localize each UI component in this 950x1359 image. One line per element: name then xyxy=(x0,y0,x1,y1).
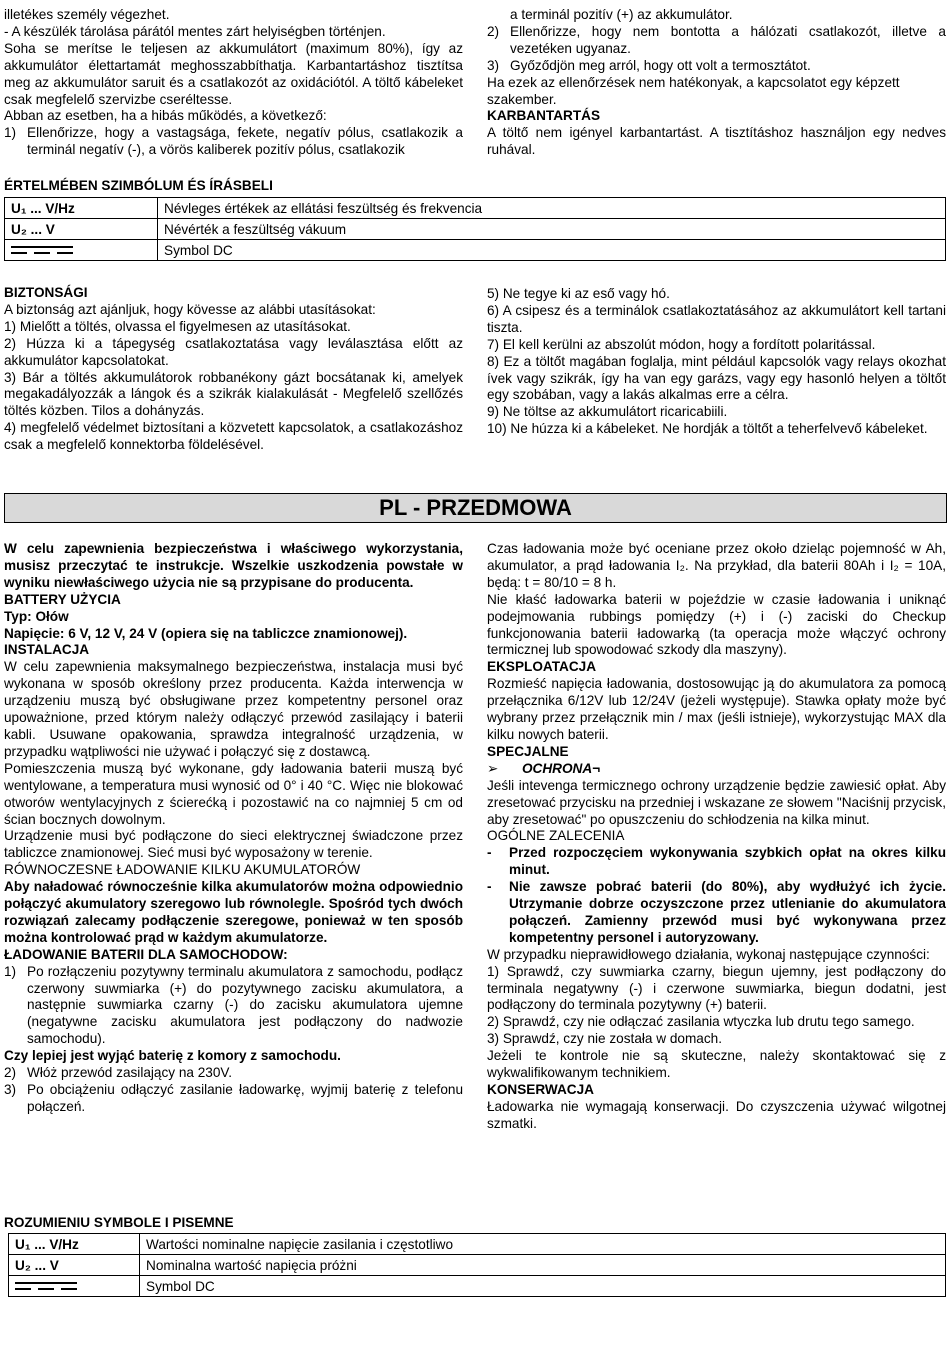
table-row xyxy=(9,1234,946,1255)
list-text: Po obciążeniu odłączyć zasilanie ładowarkę, wyjmij baterię z telefonu połączeń. xyxy=(27,1082,463,1114)
paragraph: Soha se merítse le teljesen az akkumulátort (maximum 80%), így az akkumulátor élettartamát meghosszabbíthatja. Karbantartáshoz tisztítsa meg az akkumulátor saruit és a csatlakozót az oxidációtól. A töltő kábeleket csak megfelelő szervizbe cseréltesse. xyxy=(4,40,463,107)
symbol-value: Nominalna wartość napięcia próżni xyxy=(140,1255,946,1276)
hu-right-top-column xyxy=(487,7,946,159)
table-row xyxy=(5,198,946,219)
hu-safety-right-column xyxy=(487,286,946,438)
symbol-value: Wartości nominalne napięcie zasilania i częstotliwo xyxy=(140,1234,946,1255)
paragraph: Nie kłaść ładowarka baterii w pojeździe w czasie ładowania i uniknąć podejmowania rubbings pomiędzy (+) i (-) zaciski do Checkup funkcjonowania baterii ładowarką (ta operacja może włączyć ochrony termicznej lub spowodować szkody dla maszyny). xyxy=(487,591,946,658)
paragraph: 6) A csipesz és a terminálok csatlakoztatásához az akkumulátort kell tartani tiszta. xyxy=(487,302,946,335)
paragraph: 1) Sprawdź, czy suwmiarka czarny, biegun ujemny, jest podłączony do terminala negatywny (-) i czerwone suwmiarka, biegun dodatni, jest podłączony do terminala pozytywny (+) baterii. xyxy=(487,963,946,1013)
list-text: Ellenőrizze, hogy nem bontotta a hálózati csatlakozót, illetve a vezetéken ugyanaz. xyxy=(510,23,946,56)
symbol-value: Névérték a feszültség vákuum xyxy=(158,219,946,240)
list-item xyxy=(487,845,946,879)
pl-right-column xyxy=(487,541,946,1133)
pl-symbol-title: ROZUMIENIU SYMBOLE I PISEMNE xyxy=(4,1215,234,1230)
paragraph: - A készülék tárolása párától mentes zárt helyiségben történjen. xyxy=(4,23,386,39)
section-title: BATTERY UŻYCIA xyxy=(4,591,121,607)
paragraph: 4) megfelelő védelmet biztosítani a közvetett kapcsolatok, a csatlakozáshoz csak a megfelelő konnektorba földelésével. xyxy=(4,420,463,453)
paragraph: Aby naładować równocześnie kilka akumulatorów można odpowiednio połączyć akumulatory szeregowo lub równolegle. Spośród tych dwóch rozwiązań zalecamy podłączenie szeregowe, ponieważ w ten sposób można kontrolować prąd w każdym akumulatorze. xyxy=(4,879,463,945)
dc-symbol-icon xyxy=(11,245,73,255)
list-number: 3) xyxy=(487,57,500,73)
paragraph: Ha ezek az ellenőrzések nem hatékonyak, a kapcsolatot egy képzett szakember. xyxy=(487,74,900,107)
list-number: 1) xyxy=(4,125,17,141)
section-title: SPECJALNE xyxy=(487,743,569,759)
list-item xyxy=(4,125,463,159)
paragraph: 5) Ne tegye ki az eső vagy hó. xyxy=(487,286,670,301)
symbol-value: Symbol DC xyxy=(158,240,946,261)
list-item xyxy=(487,879,946,947)
section-title: BIZTONSÁGI xyxy=(4,285,88,300)
paragraph: a terminál pozitív (+) az akkumulátor. xyxy=(510,7,733,22)
paragraph: 9) Ne töltse az akkumulátort ricaricabiili. xyxy=(487,404,728,420)
list-text: Przed rozpoczęciem wykonywania szybkich opłat na okres kilku minut. xyxy=(509,845,946,878)
list-dash: - xyxy=(487,879,492,895)
list-number: 1) xyxy=(4,963,17,979)
intro-paragraph: W celu zapewnienia bezpieczeństwa i właściwego wykorzystania, musisz przeczytać te instrukcje. Wszelkie uszkodzenia powstałe w wyniku niewłaściwego użycia nie są przypisane do producenta. xyxy=(4,541,463,590)
paragraph: 3) Sprawdź, czy nie została w domach. xyxy=(487,1031,722,1047)
list-item xyxy=(4,1065,463,1082)
paragraph: Ładowarka nie wymagają konserwacji. Do czyszczenia używać wilgotnej szmatki. xyxy=(487,1098,946,1131)
paragraph: Czas ładowania może być oceniane przez około dzieląc pojemność w Ah, akumulator, a prąd ładowania I₂. Na przykład, dla baterii 80Ah i I₂ = 10A, będą: t = 80/10 = 8 h. xyxy=(487,541,946,590)
hu-safety-left-column xyxy=(4,285,463,454)
list-item xyxy=(487,24,946,58)
symbol-value: Symbol DC xyxy=(140,1276,946,1297)
paragraph: 2) Sprawdź, czy nie odłączać zasilania wtyczka lub drutu tego samego. xyxy=(487,1014,915,1030)
table-row xyxy=(5,240,946,261)
section-title: INSTALACJA xyxy=(4,642,90,658)
table-row xyxy=(5,219,946,240)
paragraph: Abban az esetben, ha a hibás működés, a következő: xyxy=(4,108,327,124)
symbol-key xyxy=(9,1276,140,1297)
table-row xyxy=(9,1276,946,1297)
list-text: Győződjön meg arról, hogy ott volt a termosztátot. xyxy=(510,57,811,73)
list-text: Ellenőrizze, hogy a vastagsága, fekete, negatív pólus, csatlakozik a terminál negatív (-), a vörös kaliberek pozitív pólus, csatlakozik xyxy=(27,125,463,158)
hu-symbol-title: ÉRTELMÉBEN SZIMBÓLUM ÉS ÍRÁSBELI xyxy=(4,178,273,193)
hu-left-top-column xyxy=(4,7,463,159)
section-title: RÓWNOCZESNE ŁADOWANIE KILKU AKUMULATORÓW xyxy=(4,862,361,878)
paragraph: Czy lepiej jest wyjąć baterię z komory z samochodu. xyxy=(4,1048,341,1064)
list-dash: - xyxy=(487,845,492,861)
paragraph: A biztonság azt ajánljuk, hogy kövesse az alábbi utasításokat: xyxy=(4,301,376,317)
list-text: Po rozłączeniu pozytywny terminalu akumulatora z samochodu, podłącz czerwony suwmiarka (+) do pozytywnego zacisku akumulatora, a następnie suwmiarka czarny (-) do zacisku akumulatora ujemne (negatywne zacisku akumulatora jest podłączony do nadwozie samochodu). xyxy=(27,963,463,1047)
paragraph: Jeżeli te kontrole nie są skuteczne, należy skontaktować się z wykwalifikowanym technikiem. xyxy=(487,1048,946,1081)
paragraph: illetékes személy végezhet. xyxy=(4,7,170,22)
protection-mark: ¬ xyxy=(592,760,601,776)
battery-voltage: Napięcie: 6 V, 12 V, 24 V (opiera się na tabliczce znamionowej). xyxy=(4,625,408,641)
paragraph: 1) Mielőtt a töltés, olvassa el figyelmesen az utasításokat. xyxy=(4,318,351,334)
table-row xyxy=(9,1255,946,1276)
symbol-key: U₁ ... V/Hz xyxy=(5,198,158,219)
pl-symbol-table xyxy=(8,1233,946,1297)
symbol-key: U₂ ... V xyxy=(9,1255,140,1276)
paragraph: W przypadku nieprawidłowego działania, wykonaj następujące czynności: xyxy=(487,946,930,962)
symbol-key xyxy=(5,240,158,261)
arrow-bullet-icon: ➢ xyxy=(487,760,499,776)
pl-left-column xyxy=(4,541,463,1116)
protection-heading xyxy=(487,761,946,778)
dc-symbol-icon xyxy=(15,1281,77,1291)
list-text: Włóż przewód zasilający na 230V. xyxy=(27,1065,233,1081)
paragraph: 3) Bár a töltés akkumulátorok robbanékony gázt bocsátanak ki, amelyek megakadályozzák a lángok és a szikrák kialakulását - Megfelelő szellőzés töltés közben. Tilos a dohányzás. xyxy=(4,369,463,419)
section-title: OGÓLNE ZALECENIA xyxy=(487,828,625,844)
list-item xyxy=(4,964,463,1049)
paragraph: A töltő nem igényel karbantartást. A tisztításhoz használjon egy nedves ruhával. xyxy=(487,125,946,158)
list-item xyxy=(4,1082,463,1116)
list-text: Nie zawsze pobrać baterii (do 80%), aby wydłużyć ich życie. Utrzymanie dobrze oczyszczone przez utlenianie do akumulatora połączeń. Zamienny przewód musi być wykonywana przez kompetentny personel i autoryzowany. xyxy=(509,879,946,945)
section-title: ŁADOWANIE BATERII DLA SAMOCHODOW: xyxy=(4,946,288,962)
paragraph: Jeśli intevenga termicznego ochrony urządzenie będzie zawiesić opłat. Aby zresetować przycisku na przedniej i wskazane ze słowem "Naciśnij przycisk, aby zresetować" po opuszczeniu do schłodzenia na kilka minut. xyxy=(487,777,946,827)
paragraph: Rozmieść napięcia ładowania, dostosowując ją do akumulatora za pomocą przełącznika 6/12V lub 12/24V (jeżeli występuje). Stawka opłaty może być wybrany przez przełącznik min / max (jeśli istnieje), wykorzystując MAX dla kilku nowych baterii. xyxy=(487,676,946,742)
paragraph: 8) Ez a töltőt magában foglalja, mint például kapcsolók vagy relays okozhat ívek vagy szikrák, így ha van egy garázs, vagy egy hasonló helyen a töltőt egy szobában, vagy a lakás alkalmas erre a célra. xyxy=(487,353,946,403)
list-number: 3) xyxy=(4,1082,17,1097)
paragraph: Urządzenie musi być podłączone do sieci elektrycznej świadczone przez tabliczce znamionowej. Sieć musi być wyposażony w terenie. xyxy=(4,828,463,861)
hu-symbol-table xyxy=(4,197,946,261)
paragraph: 2) Húzza ki a tápegység csatlakoztatása vagy leválasztása előtt az akkumulátor kapcsolatokat. xyxy=(4,335,463,368)
paragraph: 10) Ne húzza ki a kábeleket. Ne hordják a töltőt a teherfelvevő kábeleket. xyxy=(487,421,928,437)
list-number: 2) xyxy=(4,1065,17,1081)
paragraph: Pomieszczenia muszą być wykonane, gdy ładowania baterii muszą być wentylowane, a temperatura musi wynosić od 0° i 40 °C. Więc nie blokować otworów wentylacyjnych z ścierećką i pozostawić na co najmniej 5 cm od ścian bocznych dowolnym. xyxy=(4,760,463,827)
paragraph: W celu zapewnienia maksymalnego bezpieczeństwa, instalacja musi być wykonana w sposób określony przez producenta. Każda interwencja w urządzeniu muszą być obsługiwane przez kompetentny personel oraz upoważnione, przed którym należy odłączyć przewód zasilający i baterii kabli. Usuwane opakowania, sprawdza integralność urządzenia, w przypadku wątpliwości nie używać i połączyć się z dostawcą. xyxy=(4,659,463,759)
list-number: 2) xyxy=(487,23,500,39)
section-title: EKSPLOATACJA xyxy=(487,659,597,675)
protection-title: OCHRONA xyxy=(521,760,593,776)
list-item xyxy=(487,58,946,75)
symbol-value: Névleges értékek az ellátási feszültség és frekvencia xyxy=(158,198,946,219)
paragraph: 7) El kell kerülni az abszolút módon, hogy a fordított polaritással. xyxy=(487,336,876,352)
section-banner: PL - PRZEDMOWA xyxy=(4,493,947,523)
section-title: KARBANTARTÁS xyxy=(487,108,601,124)
battery-type: Typ: Ołów xyxy=(4,608,69,624)
symbol-key: U₁ ... V/Hz xyxy=(9,1234,140,1255)
section-title: KONSERWACJA xyxy=(487,1082,595,1097)
symbol-key: U₂ ... V xyxy=(5,219,158,240)
